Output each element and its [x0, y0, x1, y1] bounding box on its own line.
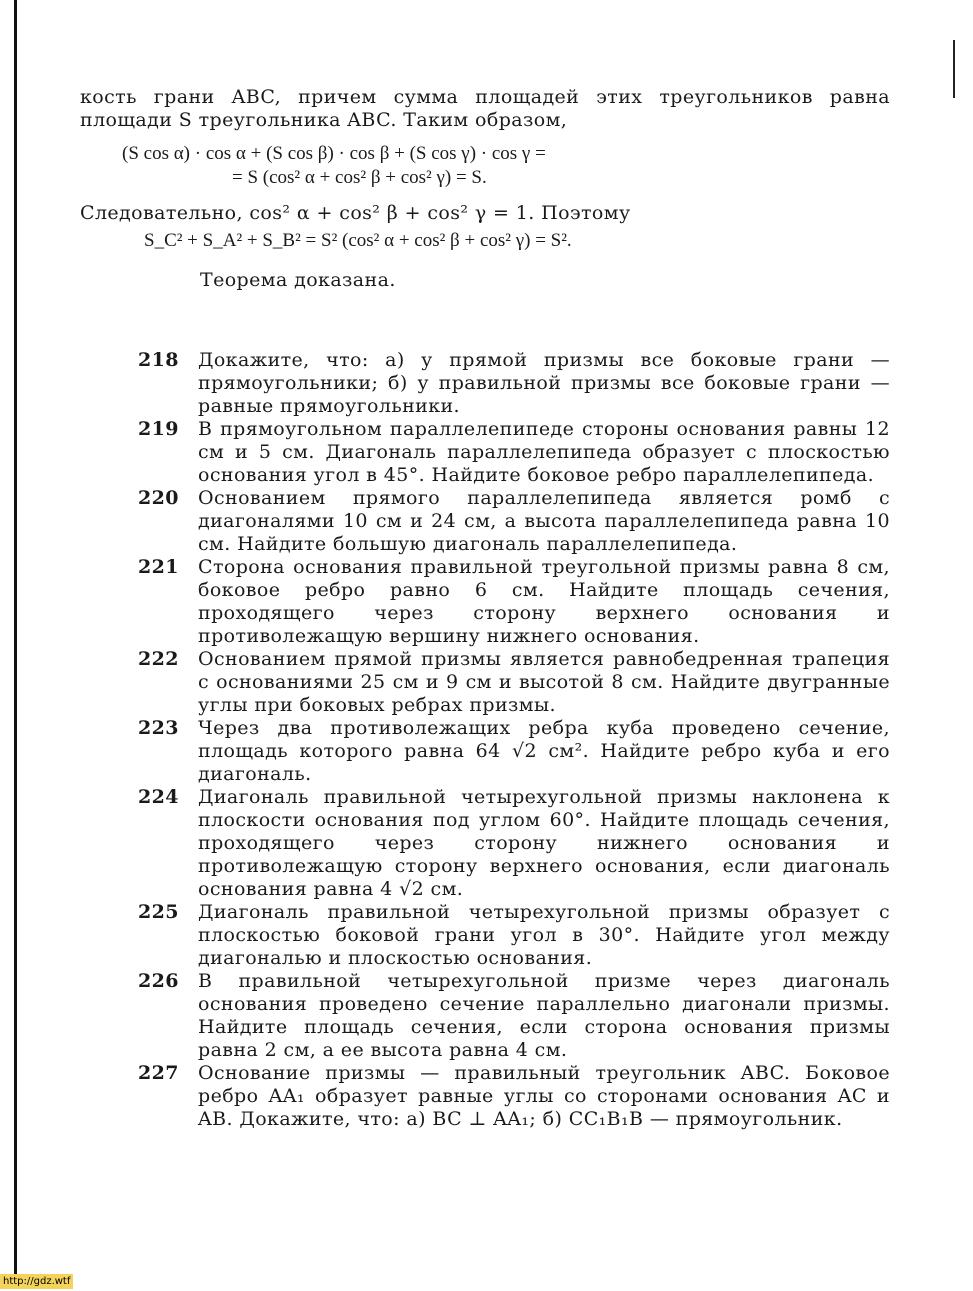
problem-221	[80, 556, 890, 648]
problem-number: 218	[138, 349, 179, 371]
problem-number: 222	[138, 648, 179, 670]
problem-number: 225	[138, 901, 179, 923]
scan-mark-right	[953, 40, 955, 98]
problem-number: 224	[138, 786, 179, 808]
problem-226	[80, 970, 890, 1062]
problem-220	[80, 487, 890, 556]
scan-border-left	[14, 0, 17, 1275]
problem-text: Через два противолежащих ребра куба проведено сечение, площадь которого равна 64 √2 см². Найдите ребро куба и его диагональ.	[198, 717, 890, 785]
problem-text: Докажите, что: а) у прямой призмы все боковые грани — прямоугольники; б) у правильной призмы все боковые грани — равные прямоугольники.	[198, 349, 890, 417]
problem-text: В правильной четырехугольной призме через диагональ основания проведено сечение параллельно диагонали призмы. Найдите площадь сечения, если сторона основания призмы равна 2 см, а ее высота равна 4 см.	[198, 970, 890, 1061]
problem-218	[80, 349, 890, 418]
problem-text: Сторона основания правильной треугольной призмы равна 8 см, боковое ребро равно 6 см. Найдите площадь сечения, проходящего через сторону верхнего основания и противолежащую вершину нижнего основания.	[198, 556, 890, 647]
problem-219	[80, 418, 890, 487]
problem-222	[80, 648, 890, 717]
problem-text: Основанием прямого параллелепипеда является ромб с диагоналями 10 см и 24 см, а высота параллелепипеда равна 10 см. Найдите большую диагональ параллелепипеда.	[198, 487, 890, 555]
problem-number: 220	[138, 487, 179, 509]
problem-list	[80, 349, 890, 1131]
problem-number: 223	[138, 717, 179, 739]
formula-line-3: S_C² + S_A² + S_B² = S² (cos² α + cos² β + cos² γ) = S².	[144, 230, 572, 251]
problem-number: 227	[138, 1062, 179, 1084]
problem-text: Диагональ правильной четырехугольной призмы наклонена к плоскости основания под углом 60°. Найдите площадь сечения, проходящего через сторону нижнего основания и противолежащую сторону верхнего основания, если диагональ основания равна 4 √2 см.	[198, 786, 890, 900]
watermark-link[interactable]: http://gdz.wtf	[0, 1274, 73, 1289]
intro-paragraph: кость грани ABC, причем сумма площадей этих треугольников равна площади S треугольника ABC. Таким образом,	[80, 86, 890, 131]
problem-number: 226	[138, 970, 179, 992]
problem-number: 221	[138, 556, 179, 578]
conclusion-paragraph: Следовательно, cos² α + cos² β + cos² γ = 1. Поэтому	[80, 202, 631, 224]
textbook-page	[80, 86, 890, 1131]
problem-text: Основанием прямой призмы является равнобедренная трапеция с основаниями 25 см и 9 см и высотой 8 см. Найдите двугранные углы при боковых ребрах призмы.	[198, 648, 890, 716]
problem-text: В прямоугольном параллелепипеде стороны основания равны 12 см и 5 см. Диагональ параллелепипеда образует с плоскостью основания угол в 45°. Найдите боковое ребро параллелепипеда.	[198, 418, 890, 486]
problem-227	[80, 1062, 890, 1131]
problem-223	[80, 717, 890, 786]
formula-line-1: (S cos α) · cos α + (S cos β) · cos β + (S cos γ) · cos γ =	[122, 143, 546, 164]
problem-224	[80, 786, 890, 901]
problem-225	[80, 901, 890, 970]
theorem-proved: Теорема доказана.	[200, 269, 396, 291]
formula-line-2: = S (cos² α + cos² β + cos² γ) = S.	[232, 167, 487, 188]
problem-number: 219	[138, 418, 179, 440]
problem-text: Диагональ правильной четырехугольной призмы образует с плоскостью боковой грани угол в 30°. Найдите угол между диагональю и плоскостью основания.	[198, 901, 890, 969]
problem-text: Основание призмы — правильный треугольник ABC. Боковое ребро AA₁ образует равные углы со сторонами основания AC и AB. Докажите, что: а) BC ⊥ AA₁; б) CC₁B₁B — прямоугольник.	[198, 1062, 890, 1130]
